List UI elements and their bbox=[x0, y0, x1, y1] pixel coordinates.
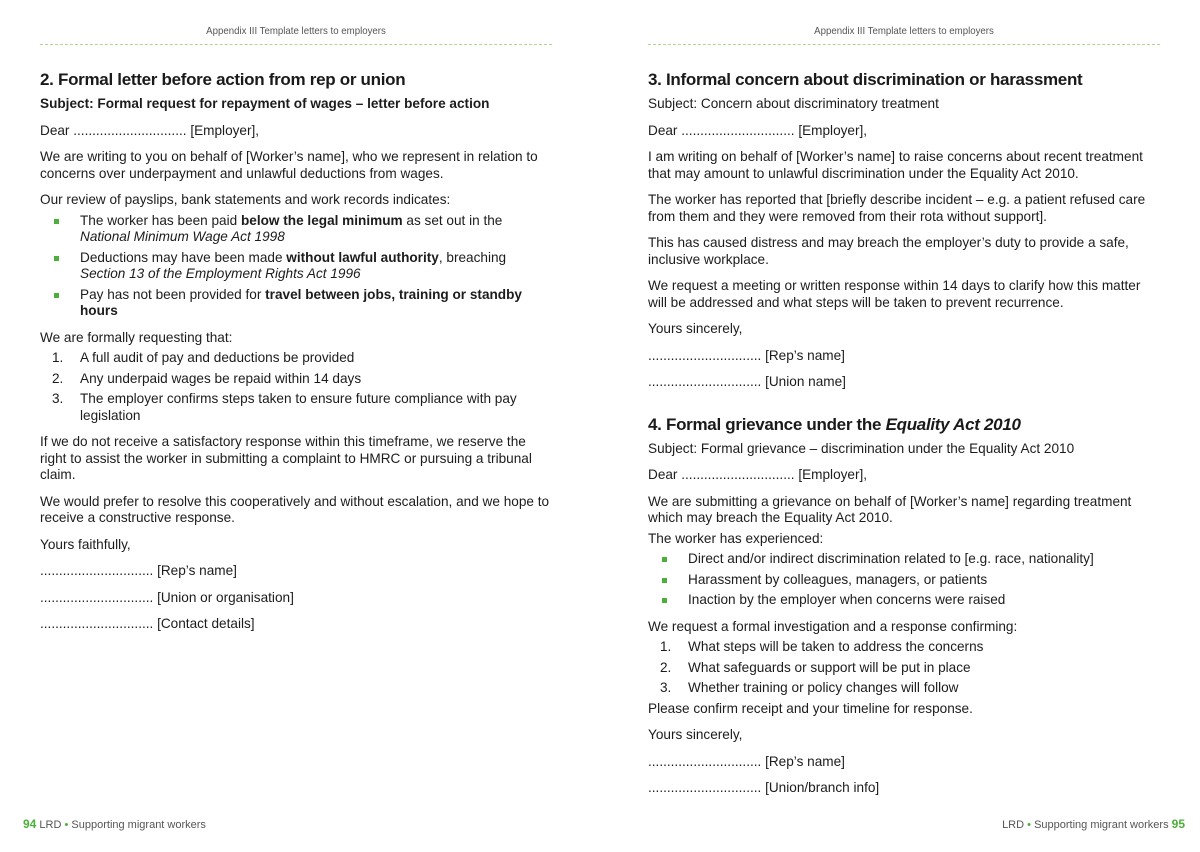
request-lead: We are formally requesting that: bbox=[40, 329, 233, 345]
letters-3-4 bbox=[648, 70, 1163, 807]
list-item: 3. The employer confirms steps taken to ensure future compliance with pay legislation bbox=[52, 391, 517, 423]
footer-title: Supporting migrant workers bbox=[1034, 819, 1169, 831]
list-item: 2. Any underpaid wages be repaid within 14 days bbox=[52, 370, 362, 386]
footer-title: Supporting migrant workers bbox=[71, 819, 206, 831]
signature-union: .............................. [Union or organisation] bbox=[40, 589, 294, 605]
subject-line: Subject: Formal request for repayment of wages – letter before action bbox=[40, 96, 490, 111]
header-divider bbox=[648, 44, 1160, 45]
letter-2 bbox=[40, 70, 555, 643]
salutation: Dear .............................. [Employer], bbox=[648, 467, 868, 482]
closing: Yours sincerely, bbox=[648, 321, 743, 336]
confirm-paragraph: Please confirm receipt and your timeline for response. bbox=[648, 700, 973, 716]
letter-4 bbox=[648, 415, 1163, 797]
running-head: Appendix III Template letters to employers bbox=[206, 25, 386, 37]
requests-list bbox=[40, 350, 555, 424]
section-title: 4. Formal grievance under the Equality Act 2010 bbox=[648, 414, 1021, 434]
signature-rep: .............................. [Rep’s name] bbox=[648, 753, 845, 769]
closing: Yours sincerely, bbox=[648, 727, 743, 742]
page-footer bbox=[23, 817, 206, 831]
subject-line: Subject: Concern about discriminatory treatment bbox=[648, 96, 939, 111]
closing: Yours faithfully, bbox=[40, 536, 131, 552]
list-item: The worker has been paid below the legal minimum as set out in the National Minimum Wage Act 1998 bbox=[40, 213, 555, 246]
preference-paragraph: We would prefer to resolve this cooperatively and without escalation, and we hope to receive a constructive response. bbox=[40, 493, 550, 525]
review-lead: Our review of payslips, bank statements and work records indicates: bbox=[40, 192, 451, 207]
section-title: 2. Formal letter before action from rep or union bbox=[40, 70, 406, 89]
footer-separator: • bbox=[1027, 819, 1031, 831]
letter-3 bbox=[648, 70, 1163, 391]
signature-contact: .............................. [Contact details] bbox=[40, 616, 255, 631]
request-lead: We request a formal investigation and a response confirming: bbox=[648, 618, 1018, 634]
list-item: Deductions may have been made without lawful authority, breaching Section 13 of the Employment Rights Act 1996 bbox=[40, 250, 555, 283]
list-item: Direct and/or indirect discrimination related to [e.g. race, nationality] bbox=[648, 551, 1163, 568]
experienced-list bbox=[648, 551, 1163, 609]
list-item: 3. Whether training or policy changes will follow bbox=[660, 680, 959, 695]
list-item: 2. What safeguards or support will be put in place bbox=[660, 659, 971, 675]
salutation: Dear .............................. [Employer], bbox=[40, 122, 260, 138]
right-page bbox=[608, 0, 1200, 852]
page-footer bbox=[1002, 817, 1185, 831]
footer-publisher: LRD bbox=[1002, 819, 1025, 831]
page-number: 95 bbox=[1171, 817, 1185, 831]
running-head: Appendix III Template letters to employers bbox=[814, 25, 994, 37]
list-item: 1. What steps will be taken to address the concerns bbox=[660, 639, 984, 654]
list-item: Harassment by colleagues, managers, or patients bbox=[648, 572, 1163, 589]
paragraph: This has caused distress and may breach the employer’s duty to provide a safe, inclusive workplace. bbox=[648, 235, 1129, 267]
square-bullet-icon bbox=[662, 557, 667, 562]
square-bullet-icon bbox=[54, 256, 59, 261]
page-number: 94 bbox=[23, 817, 37, 831]
intro-paragraph: We are writing to you on behalf of [Worker’s name], who we represent in relation to concerns over underpayment and unlawful deductions from wages. bbox=[40, 149, 538, 181]
list-item: 1. A full audit of pay and deductions be provided bbox=[52, 350, 355, 365]
signature-rep: .............................. [Rep’s name] bbox=[40, 563, 237, 578]
square-bullet-icon bbox=[54, 219, 59, 224]
signature-union: .............................. [Union name] bbox=[648, 374, 846, 389]
salutation: Dear .............................. [Employer], bbox=[648, 122, 868, 138]
warning-paragraph: If we do not receive a satisfactory response within this timeframe, we reserve the right to assist the worker in submitting a complaint to HMRC or pursuing a tribunal claim. bbox=[40, 434, 532, 482]
findings-list bbox=[40, 213, 555, 320]
section-title: 3. Informal concern about discrimination or harassment bbox=[648, 70, 1083, 89]
signature-rep: .............................. [Rep’s name] bbox=[648, 347, 845, 363]
header-divider bbox=[40, 44, 552, 45]
footer-separator: • bbox=[64, 819, 69, 831]
paragraph: The worker has reported that [briefly describe incident – e.g. a patient refused care from them and they were removed from their rota without support]. bbox=[648, 192, 1146, 224]
footer-publisher: LRD bbox=[39, 819, 62, 831]
paragraph: I am writing on behalf of [Worker’s name] to raise concerns about recent treatment that may amount to unlawful discrimination under the Equality Act 2010. bbox=[648, 149, 1143, 181]
paragraph: We request a meeting or written response within 14 days to clarify how this matter will be addressed and what steps will be taken to prevent recurrence. bbox=[648, 278, 1141, 310]
experienced-lead: The worker has experienced: bbox=[648, 530, 824, 546]
signature-union: .............................. [Union/branch info] bbox=[648, 780, 880, 795]
intro-paragraph: We are submitting a grievance on behalf of [Worker’s name] regarding treatment which may breach the Equality Act 2010. bbox=[648, 493, 1132, 525]
list-item: Pay has not been provided for travel between jobs, training or standby hours bbox=[40, 287, 555, 320]
square-bullet-icon bbox=[54, 293, 59, 298]
requests-list bbox=[648, 639, 1163, 697]
list-item: Inaction by the employer when concerns were raised bbox=[648, 592, 1163, 609]
square-bullet-icon bbox=[662, 578, 667, 583]
square-bullet-icon bbox=[662, 598, 667, 603]
subject-line: Subject: Formal grievance – discrimination under the Equality Act 2010 bbox=[648, 440, 1075, 456]
